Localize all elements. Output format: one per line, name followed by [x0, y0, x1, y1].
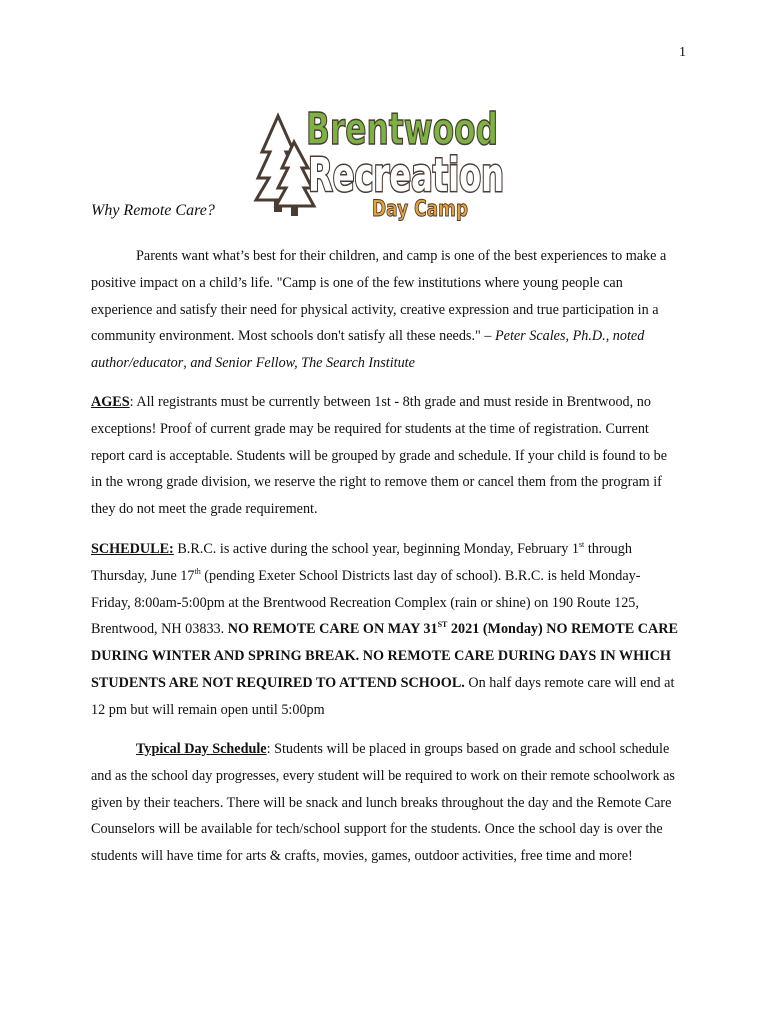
- schedule-sup-2: th: [194, 566, 201, 576]
- schedule-label: SCHEDULE:: [91, 541, 174, 557]
- brentwood-recreation-logo: [256, 94, 508, 222]
- schedule-text-2: through Thursday, June 17: [91, 541, 632, 584]
- intro-paragraph: [91, 243, 679, 377]
- logo-line-1: Brentwood: [306, 104, 498, 155]
- intro-text: Parents want what’s best for their children, and camp is one of the best experiences to make a positive impact on a child’s life. "Camp is one of the few institutions where young people can experience and satisfy their need for physical activity, creative expression and true participation in a community environment. Most schools don't satisfy all these needs." –: [91, 248, 667, 345]
- logo-line-2: Recreation: [308, 148, 504, 202]
- page-number: 1: [679, 45, 686, 60]
- attribution-role: and Senior Fellow, The Search Institute: [190, 355, 415, 372]
- ages-text: : All registrants must be currently between 1st - 8th grade and must reside in Brentwood, no exceptions! Proof of current grade may be required for students at the time of registration. Current report card is acceptable. Students will be grouped by grade and schedule. If your child is found to be in the wrong grade division, we reserve the right to remove them or cancel them from the program if they do not meet the grade requirement.: [91, 394, 667, 518]
- schedule-text-1: B.R.C. is active during the school year, beginning Monday, February 1: [173, 541, 579, 557]
- schedule-sup-1: st: [578, 540, 585, 549]
- typical-day-paragraph: [91, 736, 679, 870]
- schedule-text-4: On half days remote care will end at 12 pm but will remain open until 5:00pm: [91, 674, 675, 718]
- typical-day-text: : Students will be placed in groups based on grade and school schedule and as the school day progresses, every student will be required to work on their remote schoolwork as given by their teachers. There will be snack and lunch breaks throughout the day and the Remote Care Counselors will be available for tech/school support for the students. Once the school day is over the students will have time for arts & crafts, movies, games, outdoor activities, free time and more!: [91, 741, 675, 865]
- attribution-name: Peter Scales, Ph.D., noted author/educator: [91, 328, 645, 372]
- typical-day-label: Typical Day Schedule: [136, 741, 267, 757]
- section-heading: Why Remote Care?: [91, 202, 215, 219]
- logo-line-3: Day Camp: [372, 197, 468, 222]
- attribution-separator: ,: [183, 355, 191, 372]
- schedule-paragraph: [91, 536, 679, 724]
- schedule-notice-2: 2021 (Monday) NO REMOTE CARE DURING WINTER AND SPRING BREAK. NO REMOTE CARE DURING DAYS IN WHICH STUDENTS ARE NOT REQUIRED TO ATTEND SCHOOL.: [91, 621, 678, 691]
- schedule-notice-sup: ST: [437, 620, 448, 630]
- schedule-notice-1: NO REMOTE CARE ON MAY 31: [227, 621, 438, 638]
- ages-label: AGES: [91, 394, 130, 410]
- schedule-text-3: (pending Exeter School Districts last day of school). B.R.C. is held Monday-Friday, 8:00am-5:00pm at the Brentwood Recreation Complex (rain or shine) on 190 Route 125, Brentwood, NH 03833.: [91, 567, 641, 638]
- ages-paragraph: [91, 389, 679, 523]
